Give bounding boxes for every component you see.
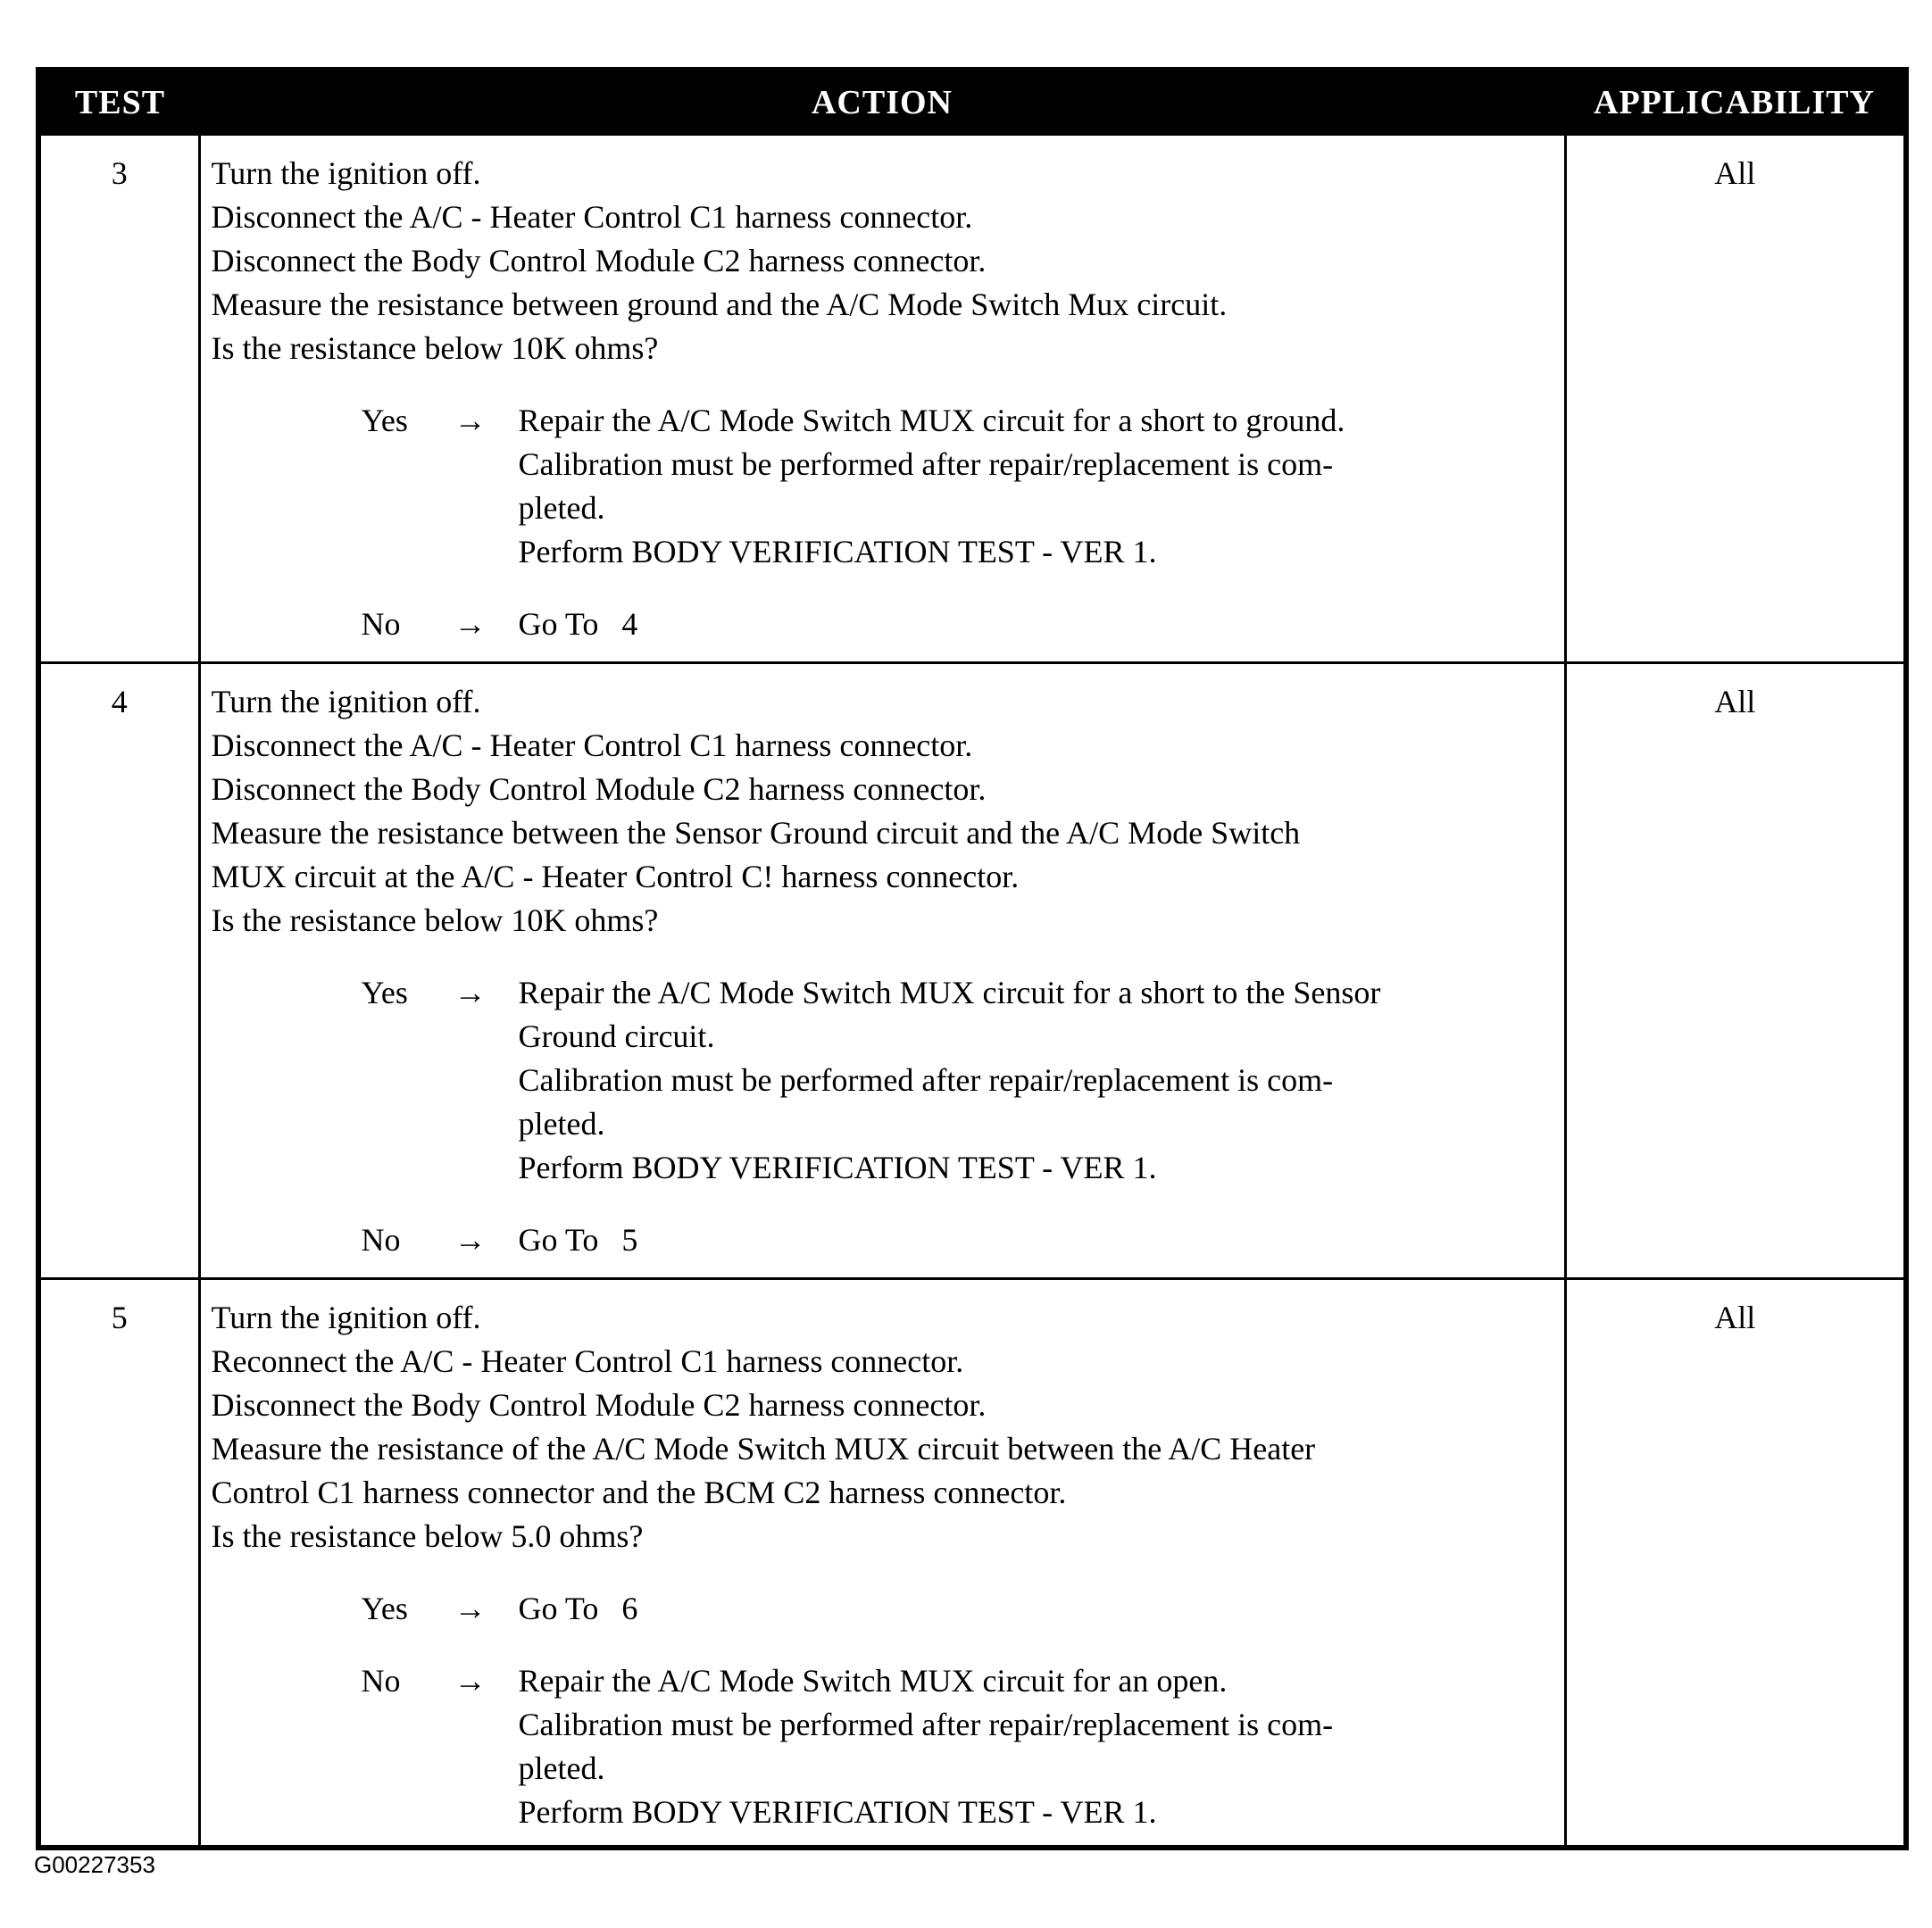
result-line: Repair the A/C Mode Switch MUX circuit for a short to the Sensor [518,975,1381,1010]
result-line: Calibration must be performed after repair/replacement is com- [518,1062,1334,1098]
action-step: Disconnect the A/C - Heater Control C1 harness connector. [211,727,973,763]
action-step: Disconnect the Body Control Module C2 harness connector. [211,1387,987,1423]
result-line: pleted. [518,1106,605,1142]
action-step: Disconnect the Body Control Module C2 harness connector. [211,771,987,807]
table-row [38,135,1906,663]
applicability-value: All [1565,663,1906,1279]
result-line: Perform BODY VERIFICATION TEST - VER 1. [518,534,1157,569]
action-step: Disconnect the A/C - Heater Control C1 harness connector. [211,199,973,235]
right-arrow-icon: → [454,975,487,1010]
right-arrow-icon: → [454,1663,487,1699]
outcome-result [519,602,1555,646]
test-number: 4 [38,663,199,1279]
action-step: Control C1 harness connector and the BCM C2 harness connector. [211,1475,1067,1510]
outcome-yes [212,399,1555,574]
right-arrow-icon: → [454,1222,487,1258]
outcome-result [519,1218,1555,1262]
action-step: Turn the ignition off. [211,155,481,191]
result-line: Perform BODY VERIFICATION TEST - VER 1. [518,1794,1157,1830]
goto-step-number: 6 [621,1591,638,1626]
outcome-no [212,602,1555,646]
applicability-value: All [1565,135,1906,663]
action-step: Measure the resistance between the Sensor Ground circuit and the A/C Mode Switch [211,815,1301,851]
outcome-label: No [361,1663,401,1699]
right-arrow-icon: → [454,1591,487,1626]
action-step: Measure the resistance between ground and the A/C Mode Switch Mux circuit. [211,287,1228,322]
applicability-value: All [1565,1279,1906,1849]
test-number: 5 [38,1279,199,1849]
outcome-result [519,1659,1555,1834]
action-cell [199,663,1565,1279]
outcome-no [212,1218,1555,1262]
diagnostic-test-table [36,67,1909,1850]
goto-text: Go To [518,606,599,642]
goto-text: Go To [518,1591,599,1626]
action-step: Turn the ignition off. [211,1300,481,1335]
result-line: Repair the A/C Mode Switch MUX circuit for a short to ground. [518,403,1345,438]
outcome-result [519,971,1555,1190]
action-step: Is the resistance below 5.0 ohms? [211,1518,644,1554]
outcome-label: Yes [361,1591,408,1626]
figure-id: G00227353 [34,1851,155,1878]
action-step: Measure the resistance of the A/C Mode Switch MUX circuit between the A/C Heater [211,1431,1316,1467]
right-arrow-icon: → [454,403,487,438]
outcome-label: Yes [361,975,408,1010]
outcome-yes [212,1587,1555,1631]
goto-text: Go To [518,1222,599,1258]
outcome-result [519,1587,1555,1631]
action-step: Is the resistance below 10K ohms? [211,330,659,366]
action-step: MUX circuit at the A/C - Heater Control C! harness connector. [211,859,1020,894]
action-step: Turn the ignition off. [211,684,481,719]
action-cell [199,135,1565,663]
outcome-no [212,1659,1555,1834]
action-cell [199,1279,1565,1849]
result-line: Ground circuit. [518,1018,715,1054]
goto-step-number: 5 [621,1222,638,1258]
action-step: Disconnect the Body Control Module C2 harness connector. [211,243,987,278]
outcome-yes [212,971,1555,1190]
header-action: ACTION [199,70,1565,135]
action-step: Reconnect the A/C - Heater Control C1 harness connector. [211,1343,964,1379]
action-step: Is the resistance below 10K ohms? [211,902,659,938]
outcome-result [519,399,1555,574]
table-row [38,1279,1906,1849]
test-number: 3 [38,135,199,663]
outcome-label: No [361,606,401,642]
table-row [38,663,1906,1279]
header-applicability: APPLICABILITY [1565,70,1906,135]
result-line: pleted. [518,1750,605,1786]
outcome-label: No [361,1222,401,1258]
result-line: Repair the A/C Mode Switch MUX circuit for an open. [518,1663,1228,1699]
result-line: pleted. [518,490,605,526]
header-test: TEST [38,70,199,135]
goto-step-number: 4 [621,606,638,642]
table-header-row [38,70,1906,135]
result-line: Calibration must be performed after repair/replacement is com- [518,446,1334,482]
result-line: Calibration must be performed after repair/replacement is com- [518,1707,1334,1742]
outcome-label: Yes [361,403,408,438]
right-arrow-icon: → [454,606,487,642]
result-line: Perform BODY VERIFICATION TEST - VER 1. [518,1150,1157,1185]
